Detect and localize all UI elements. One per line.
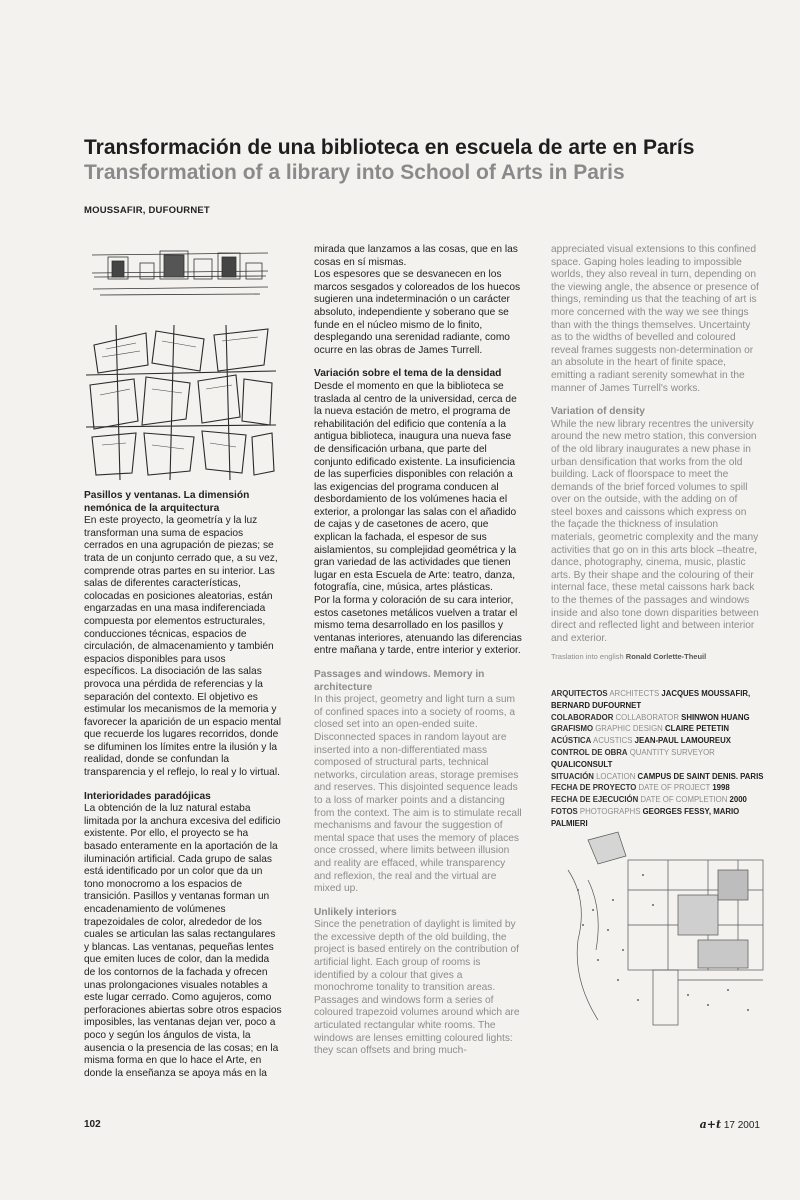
site-plan-drawing: [558, 830, 768, 1030]
credit-text: DATE OF COMPLETION: [640, 795, 728, 805]
paragraph: mirada que lanzamos a las cosas, que en las cosas en sí mismas.: [314, 244, 518, 268]
magazine-logo: a+t: [699, 1118, 722, 1131]
paragraph: Por la forma y coloración de su cara interior, estos casetones metálicos vuelven a tratar el mismo tema desarrollado en los pasillos y ventanas interiores, atenuando las diferencias entre mañana y tarde, entre interior y exterior.: [314, 595, 522, 657]
heading-density-es: Variación sobre el tema de la densidad: [314, 368, 502, 380]
credit-text: GRAPHIC DESIGN: [595, 724, 663, 734]
project-credits: [551, 688, 766, 830]
credit-text: JEAN-PAUL LAMOUREUX: [634, 736, 731, 746]
credit-text: CAMPUS DE SAINT DENIS. PARIS: [637, 771, 764, 781]
credit-text: 1998: [712, 783, 730, 793]
credit-row: [551, 747, 766, 771]
credit-text: DATE OF PROJECT: [638, 783, 711, 793]
credit-row: [551, 723, 766, 735]
credit-row: [551, 688, 766, 712]
credit-text: LOCATION: [596, 771, 636, 781]
column-1: [84, 490, 282, 1080]
authors: MOUSSAFIR, DUFOURNET: [84, 205, 210, 216]
credit-text: ACUSTICS: [593, 736, 633, 746]
credit-text: QUANTITY SURVEYOR: [629, 747, 715, 757]
credit-text: CONTROL DE OBRA: [551, 747, 628, 757]
heading-passages-en: Passages and windows. Memory in architecture: [314, 669, 485, 693]
credit-row: [551, 735, 766, 747]
paragraph: Desde el momento en que la biblioteca se traslada al centro de la universidad, cerca de la nueva estación de metro, el programa de rehabilitación del edificio que contenía a la antigua biblioteca, inaugura una nueva fase de densificación urbana, que parte del conjunto edificado existente. La insuficiencia de las superficies disponibles con relación a las exigencias del programa conducen al desbordamiento de los volúmenes hacia el exterior, a prolongar las salas con el añadido de cajas y de casetones de acero, que explican la fachada, el espesor de sus aislamientos, su complejidad geométrica y la gran variedad de las actividades que tienen lugar en esta Escuela de Arte: teatro, danza, fotografía, cine, música, artes plásticas.: [314, 380, 517, 594]
credit-text: FOTOS: [551, 806, 578, 816]
credit-text: GRAFISMO: [551, 724, 594, 734]
paragraph: La obtención de la luz natural estaba limitada por la anchura excesiva del edificio existente. Por ello, el proyecto se ha basado enteramente en la aportación de la iluminación artificial. Cada grupo de salas está identificado por un color que da un tono monocromo a los espacios de transición. Pasillos y ventanas forman un encadenamiento de volúmenes trapezoidales de color, alrededor de los cuales se articulan las salas rectangulares y blancas. Las ventanas, pequeñas lentes que emiten luces de color, dan la medida de los contornos de la fachada y ofrecen unas prolongaciones visuales notables a este lugar cerrado. Como agujeros, como perforaciones abiertas sobre otros espacios imposibles, las ventanas dejan ver, poco a poco y según los ángulos de vista, la ausencia o la presencia de las cosas; en la misma forma en que lo hace el Arte, en donde la enseñanza se apoya más en la: [84, 803, 282, 1079]
page-number: 102: [84, 1119, 101, 1130]
paragraph: Since the penetration of daylight is limited by the excessive depth of the old building, the project is based entirely on the contribution of artificial light. Each group of rooms is identified by a colour that gives a monochrome tonality to transition areas. Passages and windows form a series of coloured trapezoid volumes around which are articulated rectangular white rooms. The windows are lenses emitting coloured lights: they scan offsets and bring much-: [314, 919, 520, 1057]
credit-text: JACQUES MOUSSAFIR, BERNARD DUFOURNET: [551, 689, 751, 710]
translation-credit: [551, 651, 761, 664]
issue-year: 2001: [737, 1120, 760, 1131]
composition-sketch: [86, 325, 276, 480]
credit-text: QUALICONSULT: [551, 759, 613, 769]
credit-text: COLLABORATOR: [615, 712, 679, 722]
title-spanish: Transformación de una biblioteca en escuela de arte en París: [84, 136, 695, 159]
issue-number: 17: [723, 1120, 735, 1131]
credit-text: FECHA DE EJECUCIÓN: [551, 795, 639, 805]
credit-text: ARCHITECTS: [609, 689, 660, 698]
paragraph: While the new library recentres the university around the new metro station, this conversion of the old library inaugurates a new phase in urban densification that works from the old building. Lack of floorspace to meet the demands of the brief forced volumes to spill over on the outside, with the adding on of steel boxes and caissons which express on the façade the thickness of insulation materials, geometric complexity and the many activities that go on in this arts block –theatre, dance, photography, cinema, music, plastic arts. By their shape and the colouring of their internal face, these metal caissons hark back to the themes of the passages and windows inside and also tone down disparities between direct and reflected light and between interior and exterior.: [551, 418, 759, 644]
paragraph: In this project, geometry and light turn a sum of confined spaces into a society of rooms, a closed set into an open-ended suite. Disconnected spaces in random layout are inserted into a non-differentiated mass composed of structural parts, technical networks, circulation areas, storage premises and reserves. This disjointed sequence leads to a loss of marker points and a distancing from the context. The aim is to stimulate recall mechanisms and favour the suggestion of mental space that uses the memory of places once crossed, where limits between illusion and reality are effaced, while transparency and reflexion, the real and the virtual are mixed up.: [314, 694, 522, 895]
paragraph: En este proyecto, la geometría y la luz transforman una suma de espacios cerrados en una agrupación de piezas; se trata de un conjunto cerrado que, a su vez, comprende otras partes en su interior. Las salas de diferentes características, colocadas en posiciones aleatorias, están engarzadas en una masa indiferenciada compuesta por elementos estructurales, conducciones técnicas, espacios de circulación, de almacenamiento y también espacios disponibles para usos específicos. La disociación de las salas provoca una pérdida de referencias y la separación del contexto. El objetivo es estimular los mecanismos de la memoria y favorecer la aparición de un espacio mental que recuerde los lugares recorridos, donde se difuminen los límites entre la ilusión y la realidad, donde se confundan la transparencia y el reflejo, lo real y lo virtual.: [84, 515, 282, 779]
column-3: [551, 244, 761, 664]
issue-info: [700, 1118, 760, 1131]
credit-text: SHINWON HUANG: [681, 712, 750, 722]
heading-passages-es: Pasillos y ventanas. La dimensión nemónica de la arquitectura: [84, 490, 250, 514]
paragraph: Los espesores que se desvanecen en los marcos sesgados y coloreados de los huecos sugieren una indeterminación o un carácter absoluto, independiente y soberano que se funde en el núcleo mismo de lo finito, desplegando una serenidad radiante, como ocurre en las obras de James Turrell.: [314, 269, 521, 356]
credit-row: [551, 712, 766, 724]
credit-text: FECHA DE PROYECTO: [551, 783, 637, 793]
title-english: Transformation of a library into School of Arts in Paris: [84, 161, 625, 184]
credit-text: CLAIRE PETETIN: [664, 724, 730, 734]
credit-row: [551, 771, 766, 783]
elevation-sketch: [90, 243, 270, 303]
translator-name: Ronald Corlette-Theuil: [625, 652, 707, 662]
credit-row: [551, 782, 766, 794]
credit-text: 2000: [729, 795, 747, 805]
heading-interiors-es: Interioridades paradójicas: [84, 790, 211, 802]
credit-row: [551, 806, 766, 830]
credit-text: PHOTOGRAPHS: [579, 806, 641, 816]
credit-text: COLABORADOR: [551, 712, 614, 722]
paragraph: appreciated visual extensions to this confined space. Gaping holes leading to impossible worlds, they also reveal in turn, depending on the viewing angle, the absence or presence of things, reminding us that the teaching of art is more concerned with the way we see things than with the things themselves. Uncertainty as to the widths of bevelled and coloured reveal frames suggests non-determination or an absolute in the heart of finite space, emitting a radiant serenity somewhat in the manner of James Turrell's works.: [551, 244, 759, 394]
credit-row: [551, 794, 766, 806]
credit-text: ARQUITECTOS: [551, 689, 608, 698]
column-2: [314, 244, 524, 1058]
credit-text: GEORGES FESSY, MARIO PALMIERI: [551, 806, 740, 828]
translation-label: Traslation into english: [551, 652, 624, 662]
heading-interiors-en: Unlikely interiors: [314, 906, 397, 918]
credit-text: ACÚSTICA: [551, 736, 592, 746]
heading-density-en: Variation of density: [551, 406, 645, 418]
credit-text: SITUACIÓN: [551, 771, 594, 781]
